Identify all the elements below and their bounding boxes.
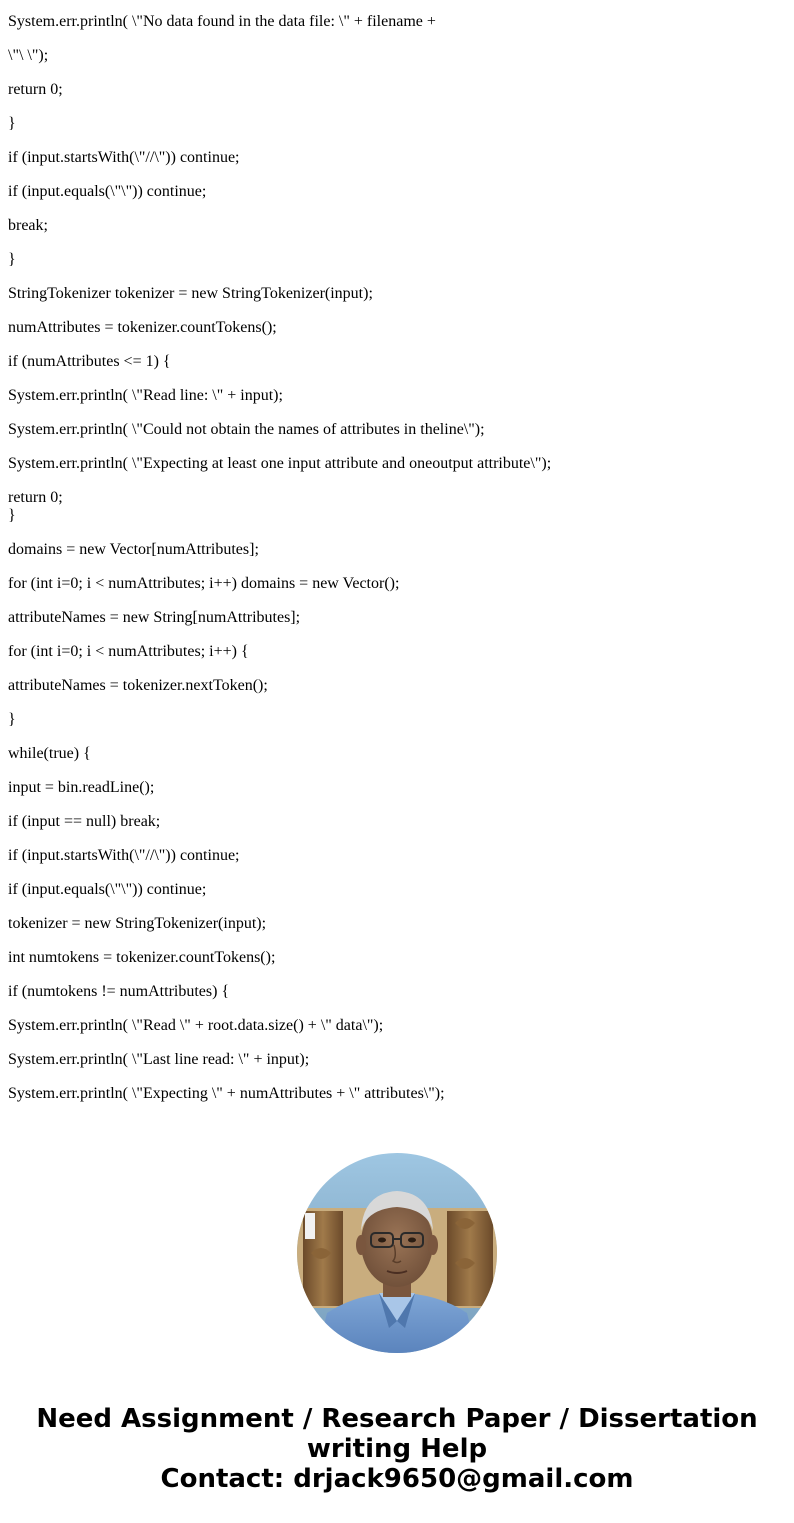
code-line: attributeNames = new String[numAttributes]; — [8, 609, 301, 626]
code-line: return 0; — [8, 81, 63, 98]
code-line: System.err.println( \"Expecting \" + numAttributes + \" attributes\"); — [8, 1085, 445, 1102]
contact-banner — [0, 1404, 794, 1494]
code-line: input = bin.readLine(); — [8, 779, 155, 796]
code-line: \"\ \"); — [8, 47, 49, 64]
author-photo — [297, 1153, 497, 1353]
code-line: System.err.println( \"Expecting at least one input attribute and oneoutput attribute\"); — [8, 455, 552, 472]
code-line: } — [8, 711, 16, 728]
code-line: } — [8, 115, 16, 132]
code-line: attributeNames = tokenizer.nextToken(); — [8, 677, 268, 694]
cta-line-1: Need Assignment / Research Paper / Dissertation — [36, 1404, 758, 1434]
code-line: System.err.println( \"Could not obtain the names of attributes in theline\"); — [8, 421, 485, 438]
code-line: if (input == null) break; — [8, 813, 161, 830]
code-line: } — [8, 251, 16, 268]
code-line: if (input.startsWith(\"//\")) continue; — [8, 847, 240, 864]
code-line: for (int i=0; i < numAttributes; i++) { — [8, 643, 249, 660]
contact-email: Contact: drjack9650@gmail.com — [160, 1464, 634, 1494]
code-line: if (input.equals(\"\")) continue; — [8, 183, 207, 200]
code-line: break; — [8, 217, 48, 234]
code-line: tokenizer = new StringTokenizer(input); — [8, 915, 267, 932]
author-photo-icon — [297, 1153, 497, 1353]
code-line: System.err.println( \"No data found in the data file: \" + filename + — [8, 13, 436, 30]
code-line: for (int i=0; i < numAttributes; i++) domains = new Vector(); — [8, 575, 400, 592]
code-line: if (numtokens != numAttributes) { — [8, 983, 230, 1000]
code-line: while(true) { — [8, 745, 91, 762]
code-line: numAttributes = tokenizer.countTokens(); — [8, 319, 277, 336]
code-line: if (numAttributes <= 1) { — [8, 353, 171, 370]
code-line: System.err.println( \"Read \" + root.data.size() + \" data\"); — [8, 1017, 384, 1034]
code-listing — [8, 0, 788, 1119]
code-line: int numtokens = tokenizer.countTokens(); — [8, 949, 276, 966]
code-line: if (input.equals(\"\")) continue; — [8, 881, 207, 898]
code-line: } — [8, 507, 16, 524]
code-line: if (input.startsWith(\"//\")) continue; — [8, 149, 240, 166]
cta-line-2: writing Help — [306, 1434, 488, 1464]
code-line: System.err.println( \"Last line read: \" + input); — [8, 1051, 310, 1068]
code-line: System.err.println( \"Read line: \" + input); — [8, 387, 283, 404]
code-line: StringTokenizer tokenizer = new StringTokenizer(input); — [8, 285, 373, 302]
code-line: return 0; — [8, 489, 63, 506]
code-line: domains = new Vector[numAttributes]; — [8, 541, 259, 558]
